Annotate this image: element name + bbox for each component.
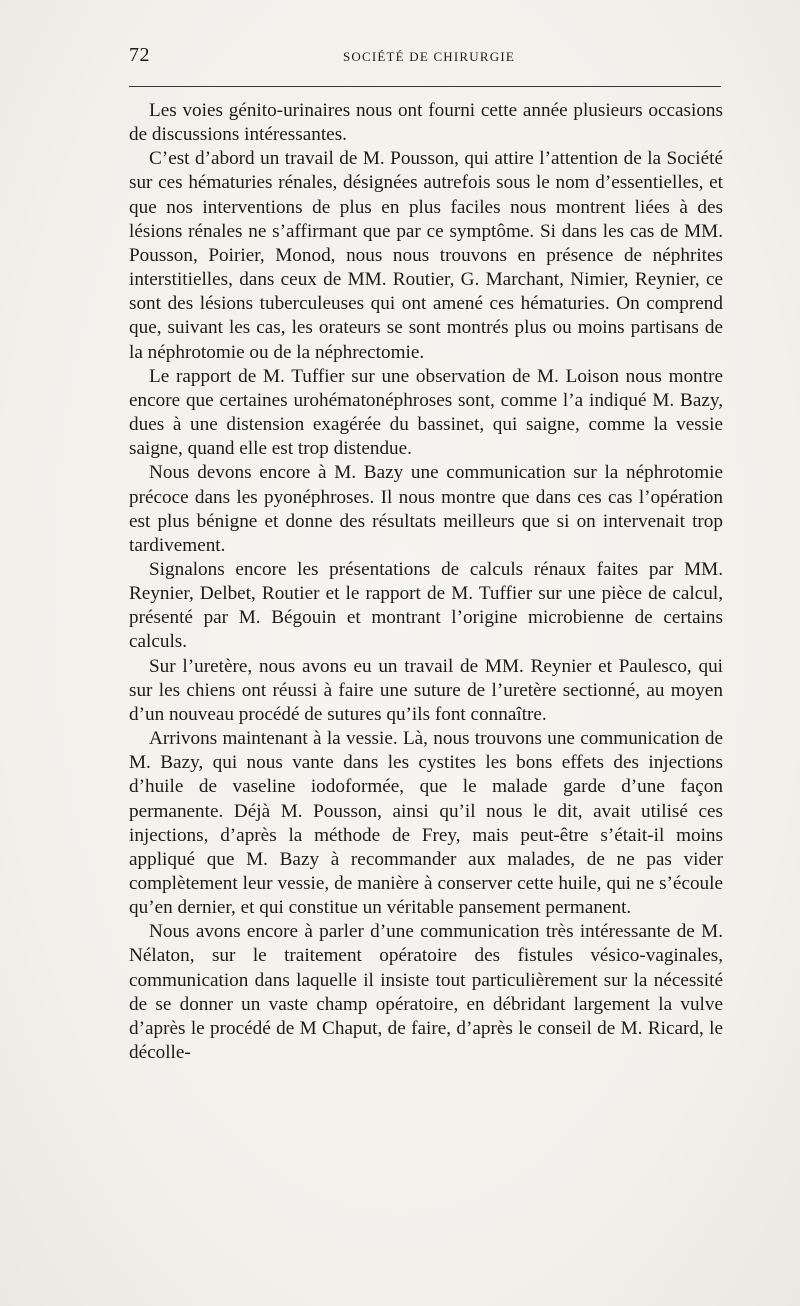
paragraph: Sur l’uretère, nous avons eu un travail de MM. Reynier et Paulesco, qui sur les chiens ont réussi à faire une suture de l’uretère sectionné, au moyen d’un nouveau procédé de sutures qu’ils font connaître. [129,655,723,725]
paragraph: Le rapport de M. Tuffier sur une observation de M. Loison nous montre encore que certaines urohématonéphroses sont, comme l’a indiqué M. Bazy, dues à une distension exagérée du bassinet, qui saigne, comme la vessie saigne, quand elle est trop distendue. [129,365,723,460]
page-header [129,44,721,74]
header-rule [129,86,721,87]
body-text [129,99,723,1065]
running-title: SOCIÉTÉ DE CHIRURGIE [342,49,516,64]
page-number: 72 [129,44,150,66]
paragraph: Nous devons encore à M. Bazy une communication sur la néphrotomie précoce dans les pyonéphroses. Il nous montre que dans ces cas l’opération est plus bénigne et donne des résultats meilleurs que si on intervenait trop tardivement. [129,462,723,556]
paragraph: C’est d’abord un travail de M. Pousson, qui attire l’attention de la Société sur ces hématuries rénales, désignées autrefois sous le nom d’essentielles, et que nos interventions de plus en plus faciles nous montrent liées à des lésions rénales ne s’affirmant que par ce symptôme. Si dans les cas de MM. Pousson, Poirier, Monod, nous nous trouvons en présence de néphrites interstitielles, dans ceux de MM. Routier, G. Marchant, Nimier, Reynier, ce sont des lésions tuberculeuses qui ont amené ces hématuries. On comprend que, suivant les cas, les orateurs se sont montrés plus ou moins partisans de la néphrotomie ou de la néphrectomie. [129,148,723,363]
paragraph: Les voies génito-urinaires nous ont fourni cette année plusieurs occasions de discussions intéressantes. [129,100,723,146]
paragraph: Nous avons encore à parler d’une communication très intéressante de M. Nélaton, sur le traitement opératoire des fistules vésico-vaginales, communication dans laquelle il insiste tout particulièrement sur la nécessité de se donner un vaste champ opératoire, en débridant largement la vulve d’après le procédé de M Chaput, de faire, d’après le conseil de M. Ricard, le décolle- [129,921,723,1064]
paragraph: Arrivons maintenant à la vessie. Là, nous trouvons une communication de M. Bazy, qui nous vante dans les cystites les bons effets des injections d’huile de vaseline iodoformée, que le malade garde d’une façon permanente. Déjà M. Pousson, ainsi qu’il nous le dit, avait utilisé ces injections, d’après la méthode de Frey, mais peut-être s’était-il moins appliqué que M. Bazy à recommander aux malades, de ne pas vider complètement leur vessie, de manière à conserver cette huile, qui ne s’écoule qu’en dernier, et qui constitue un véritable pansement permanent. [129,728,723,919]
paragraph: Signalons encore les présentations de calculs rénaux faites par MM. Reynier, Delbet, Routier et le rapport de M. Tuffier sur une pièce de calcul, présenté par M. Bégouin et montrant l’origine microbienne de certains calculs. [129,558,723,653]
